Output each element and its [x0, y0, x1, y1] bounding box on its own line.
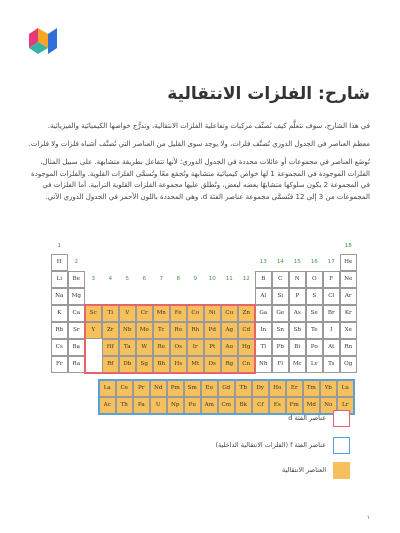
group-label: 10 — [208, 276, 216, 282]
element-os: Os — [170, 339, 187, 356]
element-li: Li — [51, 271, 68, 288]
element-sr: Sr — [68, 322, 85, 339]
element-pu: Pu — [184, 397, 201, 414]
legend-transition — [246, 462, 350, 480]
element-i: I — [323, 322, 340, 339]
periodic-table — [51, 241, 353, 409]
element-n: N — [289, 271, 306, 288]
element-ba: Ba — [68, 339, 85, 356]
element-hs: Hs — [170, 356, 187, 373]
group-label: 13 — [259, 259, 267, 265]
element-ta: Ta — [119, 339, 136, 356]
element-fl: Fl — [272, 356, 289, 373]
element-re: Re — [153, 339, 170, 356]
element-cs: Cs — [51, 339, 68, 356]
element-s: S — [306, 288, 323, 305]
group-label: 18 — [344, 243, 352, 249]
nagwa-logo — [29, 28, 57, 54]
element-bk: Bk — [235, 397, 252, 414]
element-al: Al — [255, 288, 272, 305]
element-np: Np — [167, 397, 184, 414]
group-label: 11 — [225, 276, 233, 282]
element-ru: Ru — [170, 322, 187, 339]
element-y: Y — [85, 322, 102, 339]
element-mt: Mt — [187, 356, 204, 373]
group-label: 9 — [193, 276, 198, 282]
element-in: In — [255, 322, 272, 339]
legend-swatch-red — [333, 410, 350, 427]
group-label: 15 — [293, 259, 301, 265]
element-ts: Ts — [323, 356, 340, 373]
element-se: Se — [306, 305, 323, 322]
element-no: No — [320, 397, 337, 414]
element-o: O — [306, 271, 323, 288]
element-am: Am — [201, 397, 218, 414]
element-lu: Lu — [337, 380, 354, 397]
element-ho: Ho — [269, 380, 286, 397]
element-pt: Pt — [204, 339, 221, 356]
element-kr: Kr — [340, 305, 357, 322]
element-cl: Cl — [323, 288, 340, 305]
element-c: C — [272, 271, 289, 288]
element-rb: Rb — [51, 322, 68, 339]
element-ni: Ni — [204, 305, 221, 322]
element-mn: Mn — [153, 305, 170, 322]
element-as: As — [289, 305, 306, 322]
element-lv: Lv — [306, 356, 323, 373]
element-pa: Pa — [133, 397, 150, 414]
element-gd: Gd — [218, 380, 235, 397]
group-label: 7 — [159, 276, 164, 282]
element-u: U — [150, 397, 167, 414]
element-rg: Rg — [221, 356, 238, 373]
page-number: ١ — [366, 514, 370, 521]
element-br: Br — [323, 305, 340, 322]
element-fr: Fr — [51, 356, 68, 373]
group-label: 12 — [242, 276, 250, 282]
element-zn: Zn — [238, 305, 255, 322]
element-w: W — [136, 339, 153, 356]
element-cn: Cn — [238, 356, 255, 373]
element-cd: Cd — [238, 322, 255, 339]
element-eu: Eu — [201, 380, 218, 397]
legend-swatch-orange — [333, 462, 350, 479]
group-label: 16 — [310, 259, 318, 265]
element-rf: Rf — [102, 356, 119, 373]
element-tc: Tc — [153, 322, 170, 339]
element-k: K — [51, 305, 68, 322]
element-nh: Nh — [255, 356, 272, 373]
element-yb: Yb — [320, 380, 337, 397]
element-bh: Bh — [153, 356, 170, 373]
element-ti: Ti — [102, 305, 119, 322]
element-cu: Cu — [221, 305, 238, 322]
element-ra: Ra — [68, 356, 85, 373]
group-label: 8 — [176, 276, 181, 282]
element-h: H — [51, 254, 68, 271]
element-p: P — [289, 288, 306, 305]
element-tm: Tm — [303, 380, 320, 397]
intro-paragraph: في هذا الشارح، سوف نتعلَّم كيف نُصنِّف مركبات وتفاعلية الفلزات الانتقالية، وتدرُّج خواصها الكيميائية والفيزيائية. — [47, 122, 370, 130]
element-mo: Mo — [136, 322, 153, 339]
element-pd: Pd — [204, 322, 221, 339]
element-cm: Cm — [218, 397, 235, 414]
element-ga: Ga — [255, 305, 272, 322]
element-pr: Pr — [133, 380, 150, 397]
element-sm: Sm — [184, 380, 201, 397]
group-label: 14 — [276, 259, 284, 265]
element-ds: Ds — [204, 356, 221, 373]
element-bi: Bi — [289, 339, 306, 356]
element-cr: Cr — [136, 305, 153, 322]
element-mg: Mg — [68, 288, 85, 305]
element-sn: Sn — [272, 322, 289, 339]
legend-swatch-blue — [333, 437, 350, 454]
group-label: 1 — [57, 243, 62, 249]
group-label: 17 — [327, 259, 335, 265]
legend-f-block — [215, 437, 350, 455]
element-tb: Tb — [235, 380, 252, 397]
legend-label: عناصر الفئة f (الفلزات الانتقالية الداخلية) — [215, 441, 326, 449]
element-be: Be — [68, 271, 85, 288]
legend-label: العناصر الانتقالية — [281, 466, 326, 474]
element-hf: Hf — [102, 339, 119, 356]
group-label: 3 — [91, 276, 96, 282]
element-dy: Dy — [252, 380, 269, 397]
element-ge: Ge — [272, 305, 289, 322]
element-th: Th — [116, 397, 133, 414]
element-si: Si — [272, 288, 289, 305]
element-hg: Hg — [238, 339, 255, 356]
d-block-outline — [84, 304, 256, 374]
element-v: V — [119, 305, 136, 322]
element-cf: Cf — [252, 397, 269, 414]
element-te: Te — [306, 322, 323, 339]
element-rh: Rh — [187, 322, 204, 339]
element-nb: Nb — [119, 322, 136, 339]
element-ac: Ac — [99, 397, 116, 414]
group-label: 5 — [125, 276, 130, 282]
element-er: Er — [286, 380, 303, 397]
element-au: Au — [221, 339, 238, 356]
element-pm: Pm — [167, 380, 184, 397]
element-fe: Fe — [170, 305, 187, 322]
element-xe: Xe — [340, 322, 357, 339]
legend-label: عناصر الفئة d — [288, 414, 326, 422]
element-pb: Pb — [272, 339, 289, 356]
element-b: B — [255, 271, 272, 288]
element-at: At — [323, 339, 340, 356]
group-label: 2 — [74, 259, 79, 265]
element-ce: Ce — [116, 380, 133, 397]
element-ar: Ar — [340, 288, 357, 305]
element-tl: Tl — [255, 339, 272, 356]
element-ag: Ag — [221, 322, 238, 339]
element-co: Co — [187, 305, 204, 322]
element-og: Og — [340, 356, 357, 373]
element-sg: Sg — [136, 356, 153, 373]
element-na: Na — [51, 288, 68, 305]
element-zr: Zr — [102, 322, 119, 339]
groups-paragraph: تُوضَع العناصر في مجموعات أو عائلات محددة في الجدول الدوري؛ لأنها تتفاعل بطريقة متشابهة. على سبيل المثال، الفلزات الموجودة في المجموعة 1 لها خواص كيميائية متشابهة وتُجمَع معًا وتُسمَّى الفلزات القلوية. والفلزات الموجودة في المجموعة 2 يكون سلوكها متشابهًا بعضه لبعض، وتُطلق عليها مجموعة الفلزات القلوية الترابية. أما الفلزات في المجموعات من 3 إلى 12 فتُسمَّى مجموعة عناصر الفئة d، وهي المحددة باللون الأحمر في الجدول الدوري الآتي. — [31, 158, 370, 201]
element-f: F — [323, 271, 340, 288]
element-lr: Lr — [337, 397, 354, 414]
element-nd: Nd — [150, 380, 167, 397]
element-po: Po — [306, 339, 323, 356]
group-label: 6 — [142, 276, 147, 282]
element-md: Md — [303, 397, 320, 414]
page-title: شارح: الفلزات الانتقالية — [167, 84, 370, 104]
element-sb: Sb — [289, 322, 306, 339]
element-fm: Fm — [286, 397, 303, 414]
group-label: 4 — [108, 276, 113, 282]
element-rn: Rn — [340, 339, 357, 356]
metals-paragraph: معظم العناصر في الجدول الدوري تُصنَّف فلزات، ولا يوجد سوى القليل من العناصر التي تُصنَّف أشباه فلزات ولا فلزات. — [28, 140, 370, 148]
element-he: He — [340, 254, 357, 271]
element-ca: Ca — [68, 305, 85, 322]
element-la: La — [99, 380, 116, 397]
element-db: Db — [119, 356, 136, 373]
element-ne: Ne — [340, 271, 357, 288]
element-sc: Sc — [85, 305, 102, 322]
element-ir: Ir — [187, 339, 204, 356]
legend-d-block — [246, 410, 350, 428]
element-mc: Mc — [289, 356, 306, 373]
element-es: Es — [269, 397, 286, 414]
